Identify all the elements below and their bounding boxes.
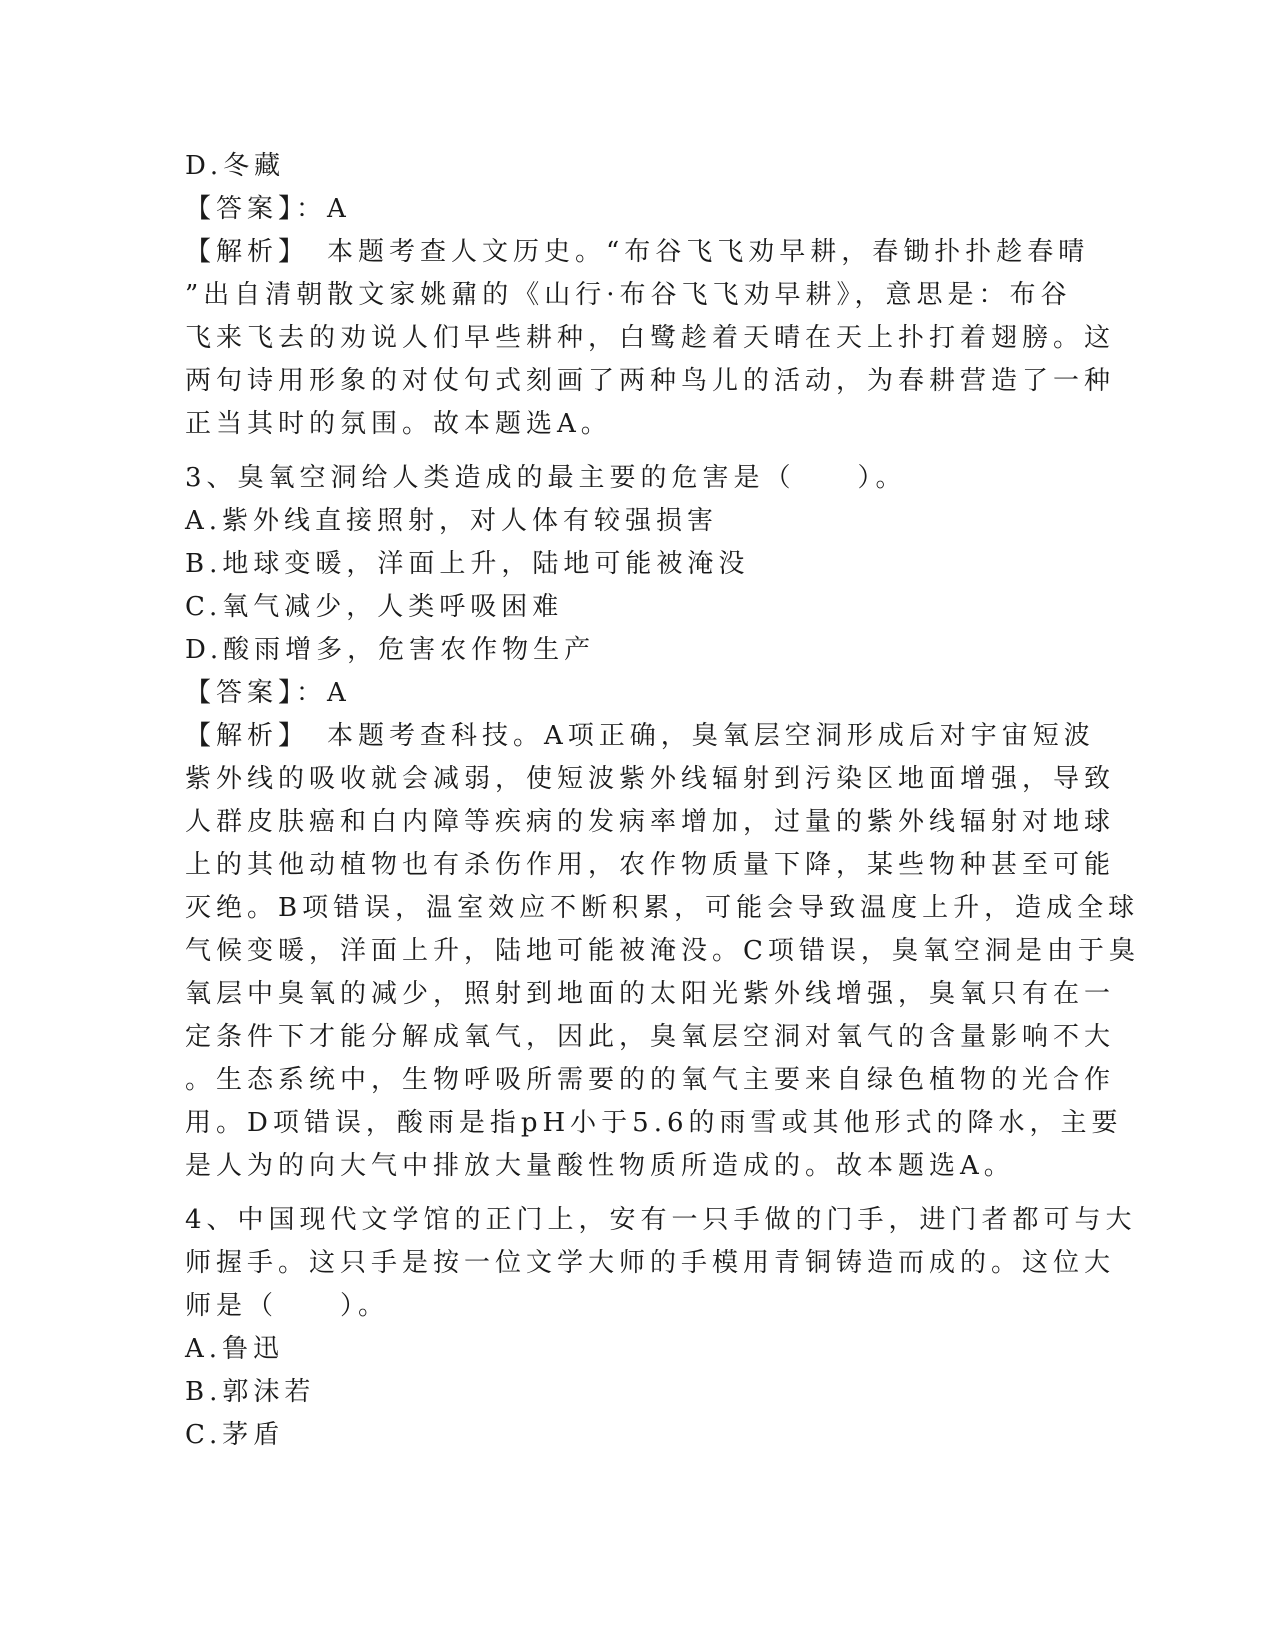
analysis-line: 用。D项错误，酸雨是指pH小于5.6的雨雪或其他形式的降水，主要 bbox=[185, 1108, 1123, 1138]
analysis-line: 灭绝。B项错误，温室效应不断积累，可能会导致温度上升，造成全球 bbox=[185, 893, 1140, 923]
analysis-line: 正当其时的氛围。故本题选A。 bbox=[185, 409, 612, 439]
analysis-line: 人群皮肤癌和白内障等疾病的发病率增加，过量的紫外线辐射对地球 bbox=[185, 807, 1116, 837]
answer-line: 【答案】：A bbox=[185, 194, 351, 224]
analysis-line: 是人为的向大气中排放大量酸性物质所造成的。故本题选A。 bbox=[185, 1151, 1015, 1181]
option-d: D.酸雨增多，危害农作物生产 bbox=[185, 635, 596, 665]
analysis-line: 氧层中臭氧的减少，照射到地面的太阳光紫外线增强，臭氧只有在一 bbox=[185, 979, 1116, 1009]
question-2-tail bbox=[185, 145, 1116, 446]
analysis-line: 飞来飞去的劝说人们早些耕种，白鹭趁着天晴在天上扑打着翅膀。这 bbox=[185, 323, 1116, 353]
analysis-line: 。生态系统中，生物呼吸所需要的的氧气主要来自绿色植物的光合作 bbox=[185, 1065, 1116, 1095]
analysis-line: 上的其他动植物也有杀伤作用，农作物质量下降，某些物种甚至可能 bbox=[185, 850, 1116, 880]
analysis-line: 【解析】 本题考查科技。A项正确，臭氧层空洞形成后对宇宙短波 bbox=[185, 721, 1095, 751]
analysis-block bbox=[185, 231, 1116, 446]
question-text: 3、臭氧空洞给人类造成的最主要的危害是（ ）。 bbox=[185, 463, 907, 493]
analysis-line: 两句诗用形象的对仗句式刻画了两种鸟儿的活动，为春耕营造了一种 bbox=[185, 366, 1116, 396]
option-a: A.鲁迅 bbox=[185, 1334, 285, 1364]
document-page bbox=[185, 145, 1140, 1457]
question-4 bbox=[185, 1199, 1137, 1457]
option-b: B.地球变暖，洋面上升，陆地可能被淹没 bbox=[185, 549, 750, 579]
option-b: B.郭沫若 bbox=[185, 1377, 316, 1407]
option-c: C.氧气减少，人类呼吸困难 bbox=[185, 592, 564, 622]
question-text: 4、中国现代文学馆的正门上，安有一只手做的门手，进门者都可与大 bbox=[185, 1205, 1137, 1235]
question-text: 师握手。这只手是按一位文学大师的手模用青铜铸造而成的。这位大 bbox=[185, 1248, 1116, 1278]
analysis-line: 定条件下才能分解成氧气，因此，臭氧层空洞对氧气的含量影响不大 bbox=[185, 1022, 1116, 1052]
analysis-block bbox=[185, 715, 1140, 1188]
question-text: 师是（ ）。 bbox=[185, 1291, 390, 1321]
option-c: C.茅盾 bbox=[185, 1420, 285, 1450]
answer-line: 【答案】：A bbox=[185, 678, 351, 708]
analysis-line: 【解析】 本题考查人文历史。“布谷飞飞劝早耕，春锄扑扑趁春晴 bbox=[185, 237, 1090, 267]
analysis-line: 气候变暖，洋面上升，陆地可能被淹没。C项错误，臭氧空洞是由于臭 bbox=[185, 936, 1140, 966]
question-3 bbox=[185, 457, 1140, 1188]
option-d: D.冬藏 bbox=[185, 151, 286, 181]
analysis-line: 紫外线的吸收就会减弱，使短波紫外线辐射到污染区地面增强，导致 bbox=[185, 764, 1116, 794]
analysis-line: ”出自清朝散文家姚鼐的《山行·布谷飞飞劝早耕》，意思是：布谷 bbox=[185, 280, 1072, 310]
option-a: A.紫外线直接照射，对人体有较强损害 bbox=[185, 506, 719, 536]
